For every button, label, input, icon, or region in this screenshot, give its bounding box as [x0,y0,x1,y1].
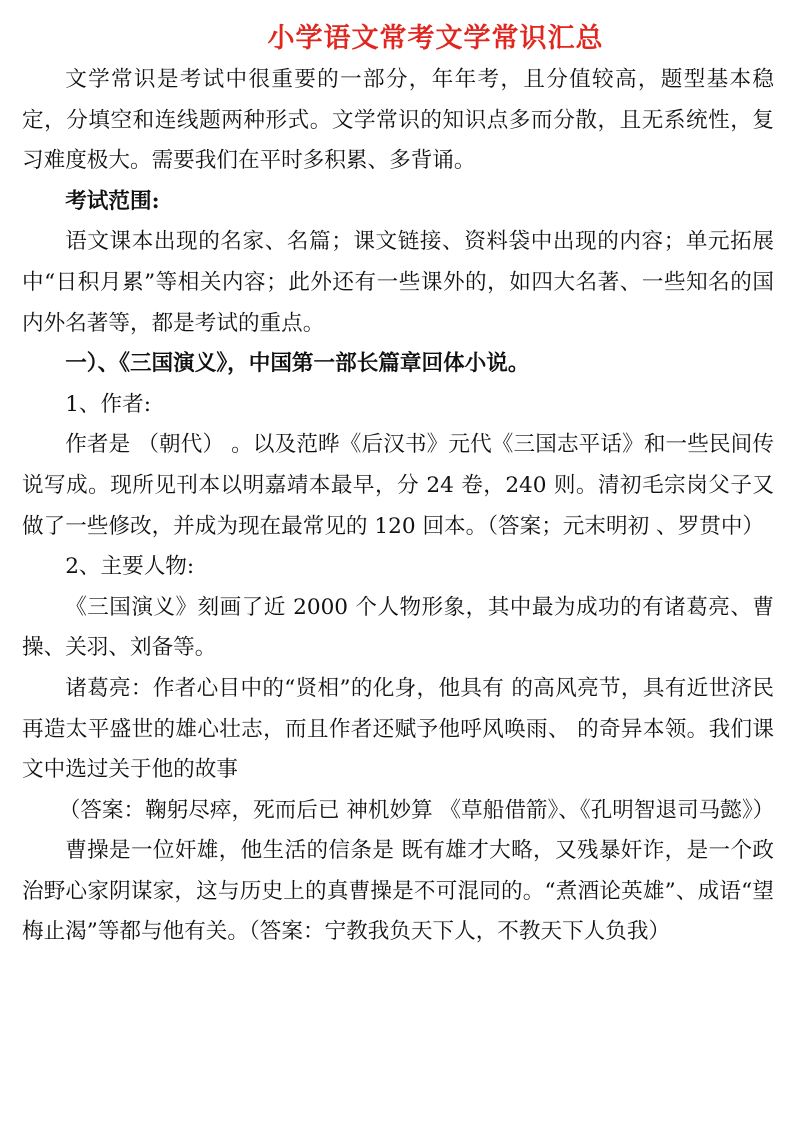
characters-paragraph: 《三国演义》刻画了近 2000 个人物形象，其中最为成功的有诸葛亮、曹操、关羽、刘备等。 [22,594,774,661]
document-title: 小学语文常考文学常识汇总 [267,23,604,54]
author-paragraph: 作者是 （朝代） 。以及范晔《后汉书》元代《三国志平话》和一些民间传说写成。现所见刊本以明嘉靖本最早，分 24 卷，240 则。清初毛宗岗父子又做了一些修改，并成为现在最常见的 120 回本。（答案；元末明初 、罗贯中） [22,432,774,539]
author-heading: 1、作者: [65,391,151,417]
scope-paragraph: 语文课本出现的名家、名篇；课文链接、资料袋中出现的内容；单元拓展中“日积月累”等相关内容；此外还有一些课外的，如四大名著、一些知名的国内外名著等，都是考试的重点。 [22,229,774,336]
section-heading-three-kingdoms: 一）、《三国演义》，中国第一部长篇章回体小说。 [65,351,530,377]
scope-heading: 考试范围: [65,188,160,214]
zhuge-liang-paragraph: 诸葛亮：作者心目中的“贤相”的化身，他具有 的高风亮节，具有近世济民再造太平盛世的雄心壮志，而且作者还赋予他呼风唤雨、 的奇异本领。我们课文中选过关于他的故事 [22,675,774,783]
intro-paragraph: 文学常识是考试中很重要的一部分，年年考，且分值较高，题型基本稳定，分填空和连线题两种形式。文学常识的知识点多而分散，且无系统性，复习难度极大。需要我们在平时多积累、多背诵。 [22,67,774,174]
characters-heading: 2、主要人物: [65,554,195,580]
cao-cao-paragraph: 曹操是一位奸雄，他生活的信条是 既有雄才大略，又残暴奸诈，是一个政治野心家阴谋家，这与历史上的真曹操是不可混同的。“煮酒论英雄”、成语“望梅止渴”等都与他有关。（答案：宁教我负天下人，不教天下人负我） [22,838,774,945]
zhuge-liang-answer: （答案：鞠躬尽瘁，死而后已 神机妙算 《草船借箭》、《孔明智退司马懿》） [58,797,775,823]
